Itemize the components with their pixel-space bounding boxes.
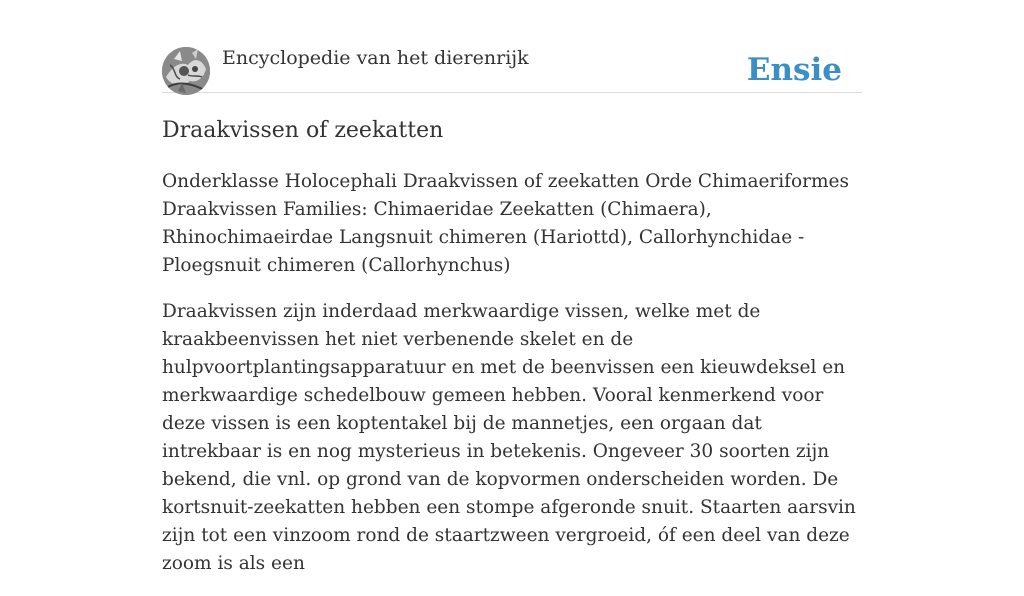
article-title: Draakvissen of zeekatten	[162, 118, 444, 143]
article-page	[162, 0, 862, 574]
animal-engraving-avatar-icon[interactable]	[162, 47, 210, 95]
source-title[interactable]: Encyclopedie van het dierenrijk	[222, 47, 529, 69]
article-header	[162, 0, 862, 93]
brand-logo[interactable]: Ensie	[746, 52, 842, 88]
article-paragraph: Onderklasse Holocephali Draakvissen of zeekatten Orde Chimaeriformes Draakvissen Families: Chimaeridae Zeekatten (Chimaera), Rhinochimaeirdae Langsnuit chimeren (Hariottd), Callorhynchidae -Ploegsnuit chimeren (Callorhynchus)	[162, 171, 849, 276]
article-paragraph: Draakvissen zijn inderdaad merkwaardige vissen, welke met de kraakbeenvissen het niet verbenende skelet en de hulpvoortplantingsapparatuur en met de beenvissen een kieuwdeksel en merkwaardige schedelbouw gemeen hebben. Vooral kenmerkend voor deze vissen is een koptentakel bij de mannetjes, een orgaan dat intrekbaar is en nog mysterieus in betekenis. Ongeveer 30 soorten zijn bekend, die vnl. op grond van de kopvormen onderscheiden worden. De kortsnuit-zeekatten hebben een stompe afgeronde snuit. Staarten aarsvin zijn tot een vinzoom rond de staartzween vergroeid, óf een deel van deze zoom is als een	[162, 301, 856, 574]
article-body	[162, 168, 862, 596]
